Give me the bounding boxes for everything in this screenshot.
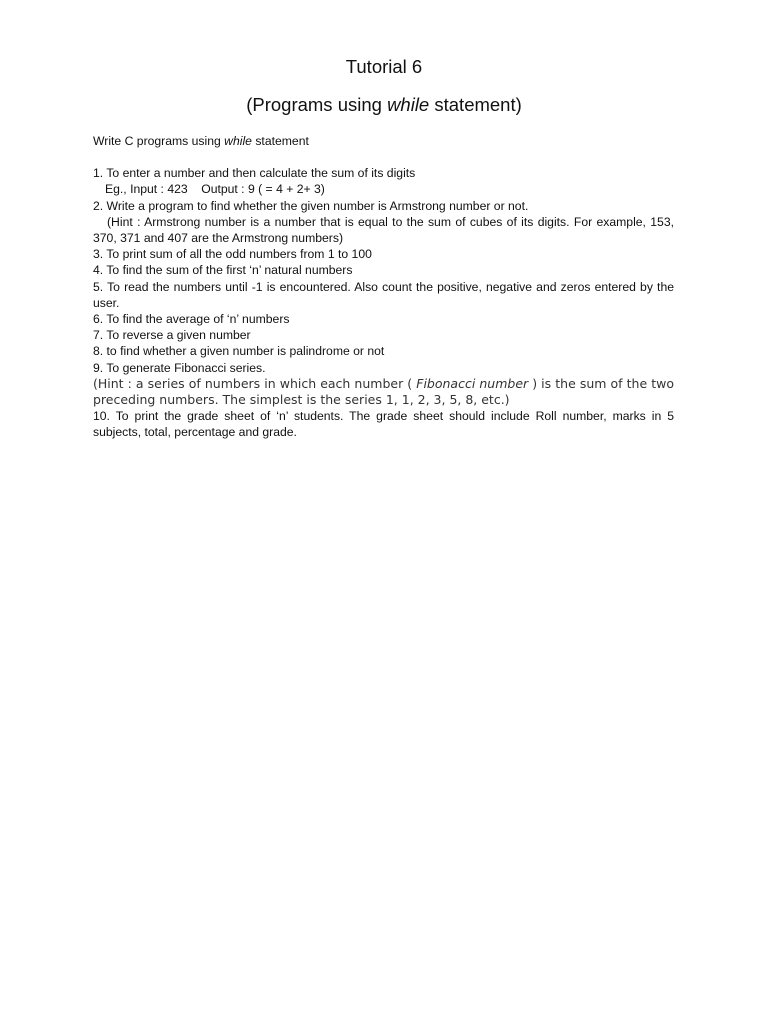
question-8: 8. to find whether a given number is palindrome or not xyxy=(93,344,385,359)
intro-italic-word: while xyxy=(224,134,252,148)
question-9-hint xyxy=(93,376,674,408)
hint-9-text-end: ) is the sum of the two preceding numbers. The simplest is the series 1, 1, 2, 3, 5, 8, etc.) xyxy=(93,375,674,408)
tutorial-content xyxy=(93,133,674,441)
question-5: 5. To read the numbers until -1 is encountered. Also count the positive, negative and zeros entered by the user. xyxy=(93,279,674,310)
hint-9-text-start: (Hint : a series of numbers in which each number ( xyxy=(93,375,417,391)
question-2-hint: (Hint : Armstrong number is a number that is equal to the sum of cubes of its digits. For example, 153, 370, 371 and 407 are the Armstrong numbers) xyxy=(93,214,674,246)
question-10: 10. To print the grade sheet of ‘n’ students. The grade sheet should include Roll number, marks in 5 subjects, total, percentage and grade. xyxy=(93,409,674,440)
question-1-example: Eg., Input : 423 Output : 9 ( = 4 + 2+ 3) xyxy=(105,182,325,197)
question-1: 1. To enter a number and then calculate the sum of its digits xyxy=(93,166,416,181)
question-9: 9. To generate Fibonacci series. xyxy=(93,360,266,375)
intro-line xyxy=(93,133,674,149)
intro-text-end: statement xyxy=(251,134,309,148)
question-6: 6. To find the average of ‘n’ numbers xyxy=(93,312,290,327)
question-2: 2. Write a program to find whether the given number is Armstrong number or not. xyxy=(93,198,529,213)
question-7: 7. To reverse a given number xyxy=(93,328,251,343)
hint-9-italic-term: Fibonacci number xyxy=(416,375,529,391)
question-3: 3. To print sum of all the odd numbers from 1 to 100 xyxy=(93,247,372,262)
page-title: Tutorial 6 xyxy=(345,56,423,77)
question-4: 4. To find the sum of the first ‘n’ natural numbers xyxy=(93,263,353,278)
intro-text-start: Write C programs using xyxy=(93,134,225,148)
subtitle-italic-word: while xyxy=(387,94,430,115)
spacer xyxy=(93,149,674,165)
subtitle-text-start: (Programs using xyxy=(246,94,388,115)
subtitle-text-end: statement) xyxy=(429,94,522,115)
page-subtitle xyxy=(0,93,768,117)
